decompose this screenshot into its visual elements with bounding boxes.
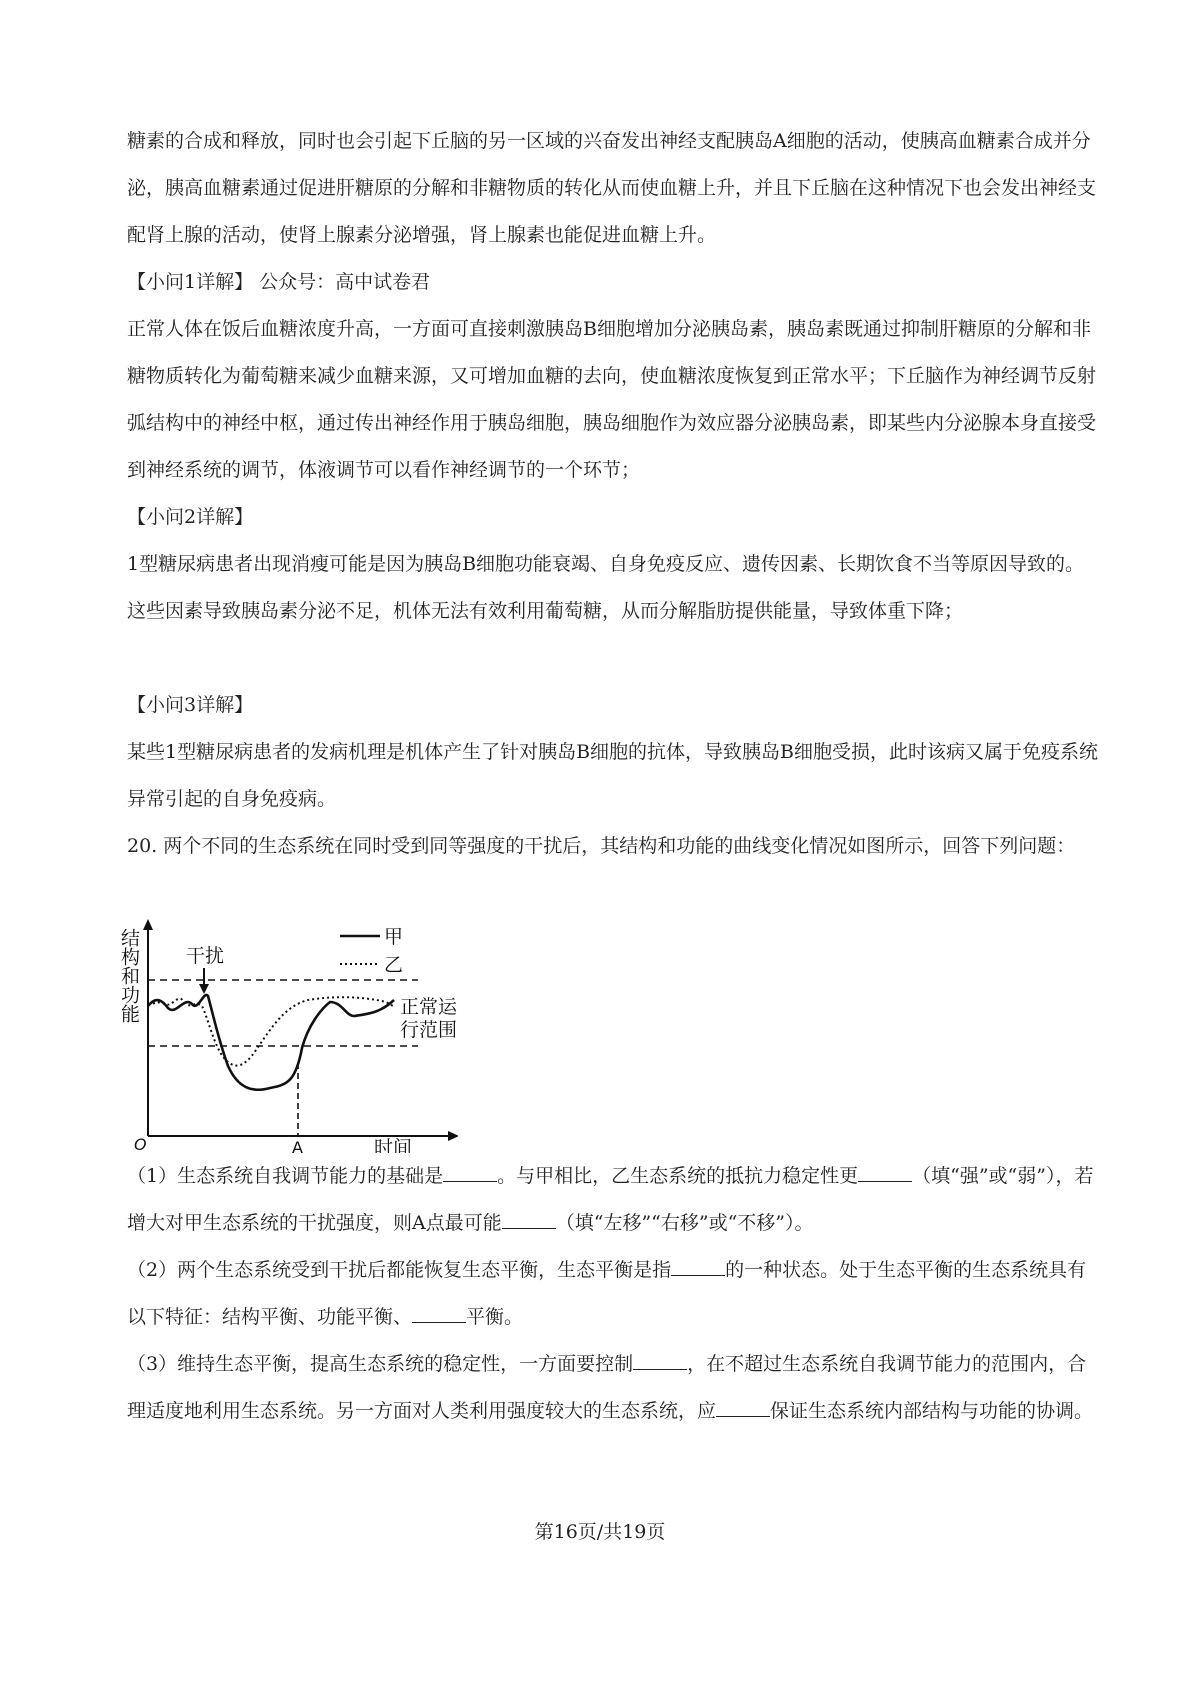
question-20-part-3	[127, 1341, 1102, 1435]
paragraph-continuation: 糖素的合成和释放，同时也会引起下丘脑的另一区域的兴奋发出神经支配胰岛A细胞的活动，使胰高血糖素合成并分泌，胰高血糖素通过促进肝糖原的分解和非糖物质的转化从而使血糖上升，并且下丘脑在这种情况下也会发出神经支配肾上腺的活动，使肾上腺素分泌增强，肾上腺素也能促进血糖上升。	[127, 130, 1097, 246]
q3-text-b: ，在不超过生态系统自我调节能力的范围内，合理适度地利用生态系统。另一方面对人类利用强度较大的生态系统，应	[127, 1353, 1087, 1422]
paragraph-answer-2: 1型糖尿病患者出现消瘦可能是因为胰岛B细胞功能衰竭、自身免疫反应、遗传因素、长期饮食不当等原因导致的。这些因素导致胰岛素分泌不足，机体无法有效利用葡萄糖，从而分解脂肪提供能量，导致体重下降；	[127, 553, 1085, 622]
q1-text-d: （填“左移”“右移”或“不移”）。	[555, 1212, 814, 1234]
q1-blank-2[interactable]	[858, 1165, 912, 1182]
q3-text-c: 保证生态系统内部结构与功能的协调。	[770, 1400, 1094, 1422]
stability-curve-svg	[118, 918, 458, 1153]
q1-text-b: 。与甲相比，乙生态系统的抵抗力稳定性更	[497, 1165, 859, 1187]
question-20-stem: 20. 两个不同的生态系统在同时受到同等强度的干扰后，其结构和功能的曲线变化情况如图所示，回答下列问题：	[127, 835, 1076, 857]
ecosystem-stability-figure	[118, 918, 458, 1153]
q1-text-c: （填“强”或“弱”），若增大对甲生态系统的干扰强度，则A点最可能	[127, 1165, 1094, 1234]
q2-text-a: （2）两个生态系统受到干扰后都能恢复生态平衡，生态平衡是指	[127, 1259, 672, 1281]
q2-text-b: 的一种状态。处于生态平衡的生态系统具有以下特征：结构平衡、功能平衡、	[127, 1259, 1087, 1328]
heading-sub-question-1: 【小问1详解】 公众号：高中试卷君	[127, 271, 431, 293]
curve-yi	[148, 997, 394, 1065]
x-axis-label: 时间	[374, 1137, 413, 1153]
curve-jia	[148, 995, 394, 1090]
q3-blank-1[interactable]	[633, 1353, 687, 1370]
legend-yi-label: 乙	[384, 954, 404, 976]
normal-range-label-line2: 行范围	[400, 1019, 458, 1041]
heading-sub-question-2: 【小问2详解】	[127, 506, 254, 528]
origin-label: O	[134, 1135, 147, 1153]
question-20-part-1	[127, 1153, 1102, 1247]
y-axis-label: 结构和功能	[118, 928, 140, 1023]
disturbance-label: 干扰	[186, 945, 225, 967]
y-axis-arrow	[143, 919, 153, 930]
q1-blank-3[interactable]	[502, 1212, 556, 1229]
q3-text-a: （3）维持生态平衡，提高生态系统的稳定性，一方面要控制	[127, 1353, 634, 1375]
disturbance-arrow-head	[199, 984, 209, 994]
q1-text-a: （1）生态系统自我调节能力的基础是	[127, 1165, 444, 1187]
heading-sub-question-3: 【小问3详解】	[127, 694, 254, 716]
q2-text-c: 平衡。	[466, 1306, 524, 1328]
q2-blank-2[interactable]	[412, 1306, 466, 1323]
x-axis-arrow	[448, 1131, 458, 1141]
page-footer: 第16页/共19页	[534, 1521, 666, 1543]
paragraph-answer-1: 正常人体在饭后血糖浓度升高，一方面可直接刺激胰岛B细胞增加分泌胰岛素，胰岛素既通过抑制肝糖原的分解和非糖物质转化为葡萄糖来减少血糖来源，又可增加血糖的去向，使血糖浓度恢复到正常水平；下丘脑作为神经调节反射弧结构中的神经中枢，通过传出神经作用于胰岛细胞，胰岛细胞作为效应器分泌胰岛素，即某些内分泌腺本身直接受到神经系统的调节，体液调节可以看作神经调节的一个环节；	[127, 318, 1097, 481]
q3-blank-2[interactable]	[716, 1400, 770, 1417]
normal-range-label-line1: 正常运	[400, 996, 458, 1018]
q1-blank-1[interactable]	[443, 1165, 497, 1182]
point-a-label: A	[292, 1138, 303, 1153]
paragraph-answer-3: 某些1型糖尿病患者的发病机理是机体产生了针对胰岛B细胞的抗体，导致胰岛B细胞受损，此时该病又属于免疫系统异常引起的自身免疫病。	[127, 741, 1099, 810]
legend-jia-label: 甲	[384, 926, 404, 948]
question-20-part-2	[127, 1247, 1102, 1341]
q2-blank-1[interactable]	[671, 1259, 725, 1276]
